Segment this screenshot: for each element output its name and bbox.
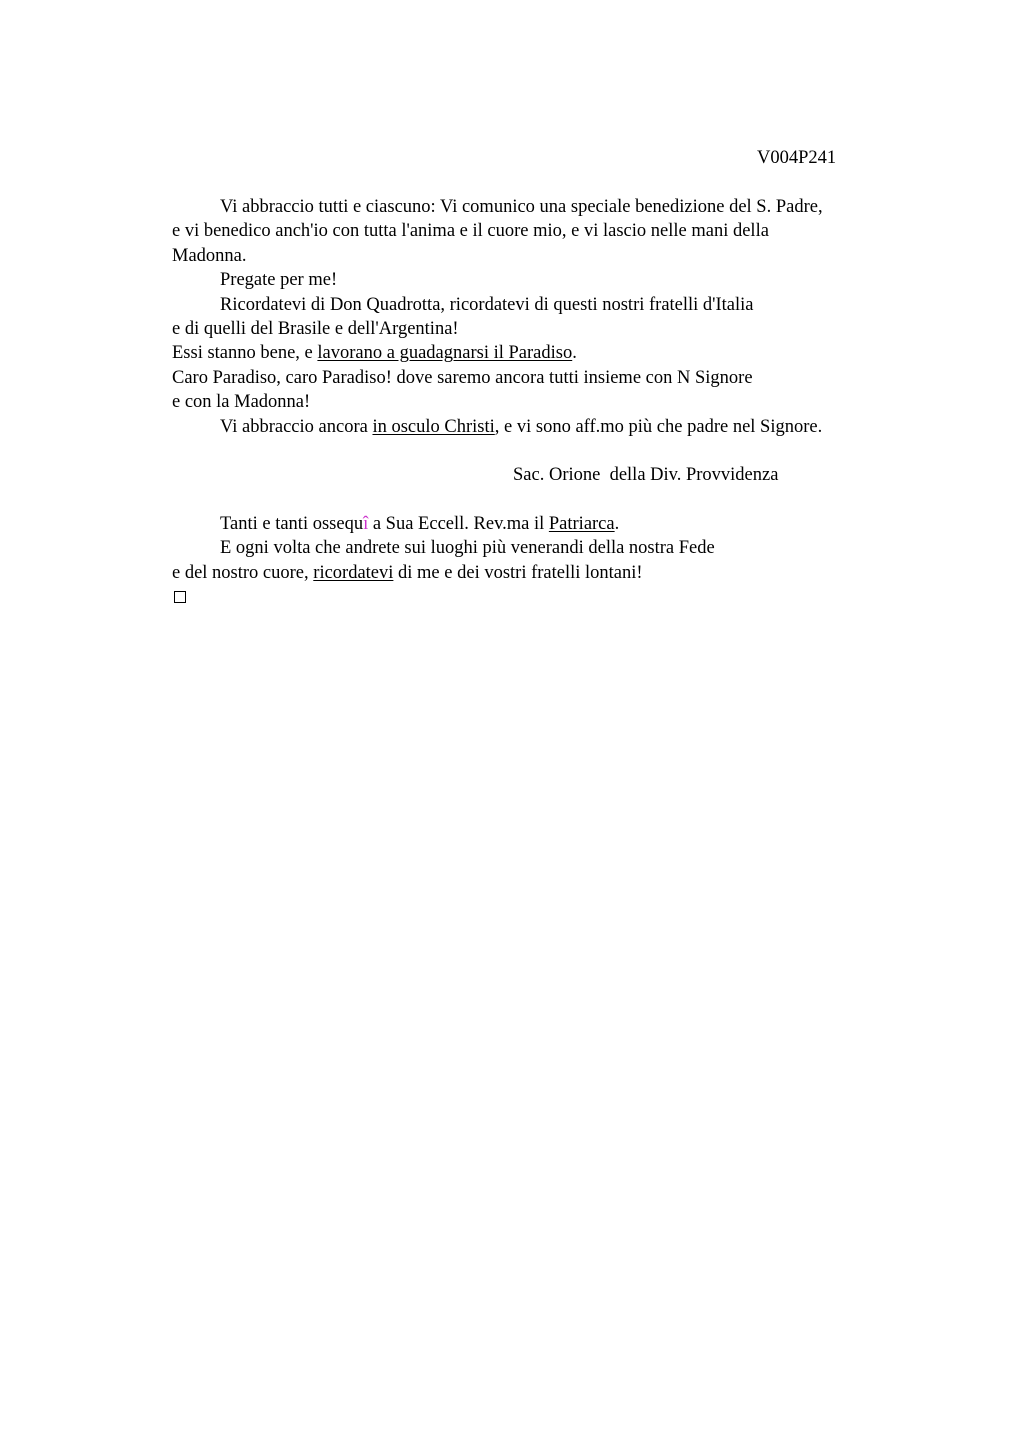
paragraph-line: Ricordatevi di Don Quadrotta, ricordatevi di questi nostri fratelli d'Italia (220, 294, 754, 315)
empty-square-icon (174, 591, 186, 603)
paragraph-line: Madonna. (172, 245, 247, 266)
paragraph-line: E ogni volta che andrete sui luoghi più venerandi della nostra Fede (220, 538, 715, 559)
letter-body (172, 195, 912, 610)
end-marker-line (172, 585, 912, 609)
text-run: Vi abbraccio ancora (220, 416, 373, 437)
text-run: , e vi sono aff.mo più che padre nel Signore. (494, 416, 823, 437)
paragraph-line: e di quelli del Brasile e dell'Argentina! (172, 318, 459, 339)
underlined-text: lavorano a guadagnarsi il Paradiso (317, 343, 573, 364)
paragraph-line: Caro Paradiso, caro Paradiso! dove saremo ancora tutti insieme con N Signore (172, 367, 753, 388)
paragraph-line (172, 512, 912, 536)
blank-line (172, 488, 912, 512)
paragraph-line (172, 561, 912, 585)
text-run: a Sua Eccell. Rev.ma il (368, 514, 549, 535)
paragraph-line: e vi benedico anch'io con tutta l'anima e il cuore mio, e vi lascio nelle mani della (172, 221, 769, 242)
underlined-text: in osculo Christi (372, 416, 495, 437)
text-run: . (572, 343, 577, 364)
paragraph-line (172, 415, 912, 439)
paragraph-line (172, 341, 912, 365)
text-run: e del nostro cuore, (172, 562, 314, 583)
highlighted-character: î (363, 514, 369, 535)
paragraph-line: Pregate per me! (220, 270, 338, 291)
signature: Sac. Orione della Div. Provvidenza (513, 465, 779, 486)
text-run: Essi stanno bene, e (172, 343, 318, 364)
underlined-text: ricordatevi (313, 562, 394, 583)
paragraph-line: Vi abbraccio tutti e ciascuno: Vi comunico una speciale benedizione del S. Padre, (220, 197, 823, 217)
paragraph-line: e con la Madonna! (172, 392, 311, 413)
text-run: di me e dei vostri fratelli lontani! (393, 562, 643, 583)
underlined-text: Patriarca (548, 514, 615, 535)
document-reference: V004P241 (757, 148, 837, 168)
text-run: Tanti e tanti ossequ (220, 514, 364, 535)
blank-line (172, 439, 912, 463)
text-run: . (614, 514, 620, 535)
